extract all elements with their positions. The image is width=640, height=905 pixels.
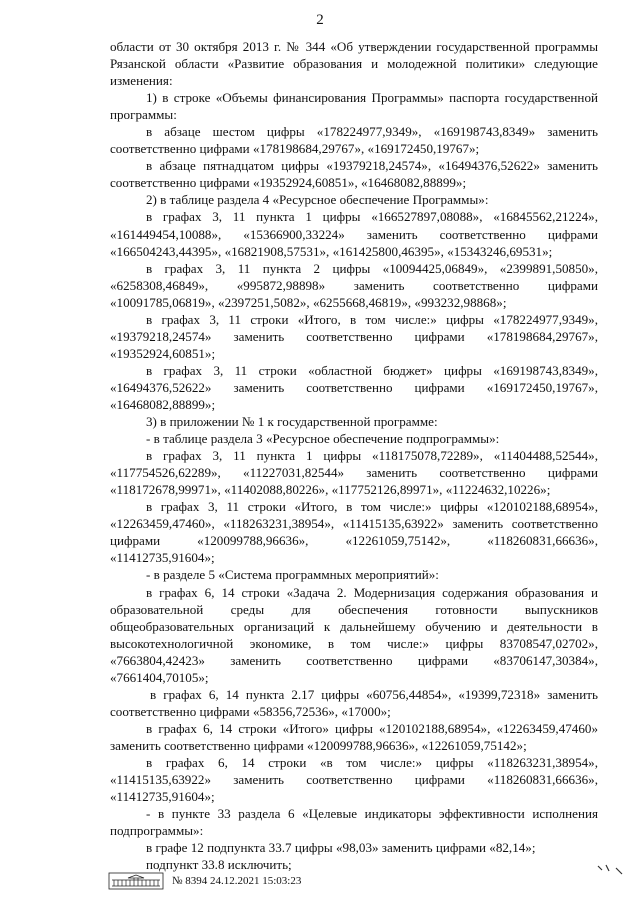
paragraph: в графе 12 подпункта 33.7 цифры «98,03» заменить цифрами «82,14»; <box>146 840 536 856</box>
paragraph: в графах 3, 11 пункта 1 цифры «118175078,72289», «11404488,52544», «117754526,62289», «11227031,82544» заменить соответственно цифрами «118172678,99971», «11402088,80226», «117752126,89971», «11224632,10226»; <box>110 448 598 498</box>
paragraph: в графах 3, 11 пункта 1 цифры «166527897,08088», «16845562,21224», «161449454,10088», «15366900,33224» заменить соответственно цифрами «166504243,44395», «16821908,57531», «161425800,46395», «15343246,69531»; <box>110 209 598 259</box>
paragraph: области от 30 октября 2013 г. № 344 «Об утверждении государственной программы Рязанской области «Развитие образования и молодежной политики» следующие изменения: <box>110 39 598 89</box>
paragraph: 1) в строке «Объемы финансирования Программы» паспорта государственной программы: <box>110 90 598 123</box>
paragraph: - в пункте 33 раздела 6 «Целевые индикаторы эффективности исполнения подпрограммы»: <box>110 806 598 839</box>
paragraph: в графах 6, 14 строки «Итого» цифры «120102188,68954», «12263459,47460» заменить соответственно цифрами «120099788,96636», «12261059,75142»; <box>110 720 598 753</box>
paragraph: в графах 3, 11 строки «Итого, в том числе:» цифры «178224977,9349», «19379218,24574» заменить соответственно цифрами «178198684,29767», «19352924,60851»; <box>110 311 598 361</box>
paragraph: подпункт 33.8 исключить; <box>146 857 292 873</box>
paragraph: - в разделе 5 «Система программных мероприятий»: <box>146 567 439 583</box>
paragraph: в графах 3, 11 строки «Итого, в том числе:» цифры «120102188,68954», «12263459,47460», «118263231,38954», «11415135,63922» заменить соответственно цифрами «120099788,96636», «12261059,75142», «118260831,66636», «11412735,91604»; <box>110 499 598 566</box>
document-body <box>110 38 598 873</box>
pen-mark-icon <box>596 862 626 876</box>
page-number: 2 <box>316 12 324 28</box>
paragraph: в графах 6, 14 строки «Задача 2. Модернизация содержания образования и образовательной среды для обеспечения готовности выпускников общеобразовательных организаций к дальнейшему обучению и деятельности в высокотехнологичной экономике, в том числе:» цифры 83708547,02702», «7663804,42423» заменить соответственно цифрами «83706147,30384», «7661404,70105»; <box>110 584 598 685</box>
paragraph: в графах 3, 11 строки «областной бюджет» цифры «169198743,8349», «16494376,52622» заменить соответственно цифрами «169172450,19767», «16468082,88899»; <box>110 362 598 412</box>
paragraph: в графах 3, 11 пункта 2 цифры «10094425,06849», «2399891,50850», «6258308,46849», «995872,98898» заменить соответственно цифрами «10091785,06819», «2397251,5082», «6255668,46819», «993232,98868»; <box>110 260 598 310</box>
paragraph: в графах 6, 14 строки «в том числе:» цифры «118263231,38954», «11415135,63922» заменить соответственно цифрами «118260831,66636», «11412735,91604»; <box>110 754 598 805</box>
paragraph: в абзаце шестом цифры «178224977,9349», «169198743,8349» заменить соответственно цифрами «178198684,29767», «169172450,19767»; <box>110 124 598 157</box>
paragraph: в абзаце пятнадцатом цифры «19379218,24574», «16494376,52622» заменить соответственно цифрами «19352924,60851», «16468082,88899»; <box>110 158 598 191</box>
paragraph: 2) в таблице раздела 4 «Ресурсное обеспечение Программы»: <box>146 192 489 208</box>
government-building-stamp-icon <box>108 872 164 890</box>
paragraph: - в таблице раздела 3 «Ресурсное обеспечение подпрограммы»: <box>146 431 500 447</box>
paragraph: в графах 6, 14 пункта 2.17 цифры «60756,44854», «19399,72318» заменить соответственно цифрами «58356,72536», «17000»; <box>110 686 598 719</box>
document-footer <box>108 872 408 892</box>
registration-stamp-text: № 8394 24.12.2021 15:03:23 <box>172 875 302 887</box>
paragraph: 3) в приложении № 1 к государственной программе: <box>146 414 438 430</box>
